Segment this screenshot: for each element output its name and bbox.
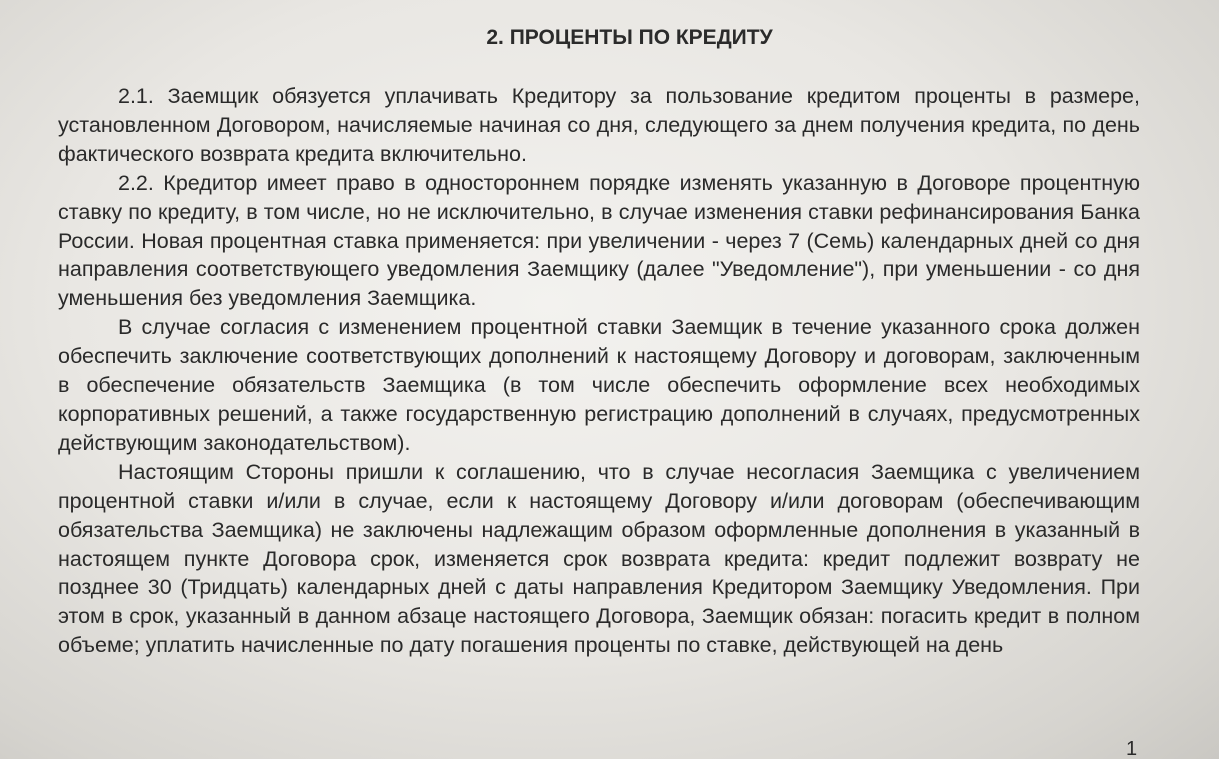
page-number: 1 — [1126, 738, 1138, 759]
paragraph-2-2: 2.2. Кредитор имеет право в одностороннем порядке изменять указанную в Договоре процентную ставку по кредиту, в том числе, но не исключительно, в случае изменения ставки рефинансирования Банка России. Новая процентная ставка применяется: при увеличении - через 7 (Семь) календарных дней со дня направления соответствующего уведомления Заемщику (далее "Уведомление"), при уменьшении - со дня уменьшения без уведомления Заемщика. — [58, 170, 1140, 311]
section-title: 2. ПРОЦЕНТЫ ПО КРЕДИТУ — [486, 26, 773, 49]
paragraph-agreement: Настоящим Стороны пришли к соглашению, что в случае несогласия Заемщика с увеличением процентной ставки и/или в случае, если к настоящему Договору и/или договорам (обеспечивающим обязательства Заемщика) не заключены надлежащим образом оформленные дополнения в указанный в настоящем пункте Договора срок, изменяется срок возврата кредита: кредит подлежит возврату не позднее 30 (Тридцать) календарных дней с даты направления Кредитором Заемщику Уведомления. При этом в срок, указанный в данном абзаце настоящего Договора, Заемщик обязан: погасить кредит в полном объеме; уплатить начисленные по дату погашения проценты по ставке, действующей на день — [58, 459, 1140, 658]
paragraph-2-1: 2.1. Заемщик обязуется уплачивать Кредитору за пользование кредитом проценты в размере, установленном Договором, начисляемые начиная со дня, следующего за днем получения кредита, по день фактического возврата кредита включительно. — [58, 84, 1140, 166]
paragraph-consent: В случае согласия с изменением процентной ставки Заемщик в течение указанного срока должен обеспечить заключение соответствующих дополнений к настоящему Договору и договорам, заключенным в обеспечение обязательств Заемщика (в том числе обеспечить оформление всех необходимых корпоративных решений, а также государственную регистрацию дополнений в случаях, предусмотренных действующим законодательством). — [58, 315, 1140, 455]
document-body — [58, 82, 1140, 660]
